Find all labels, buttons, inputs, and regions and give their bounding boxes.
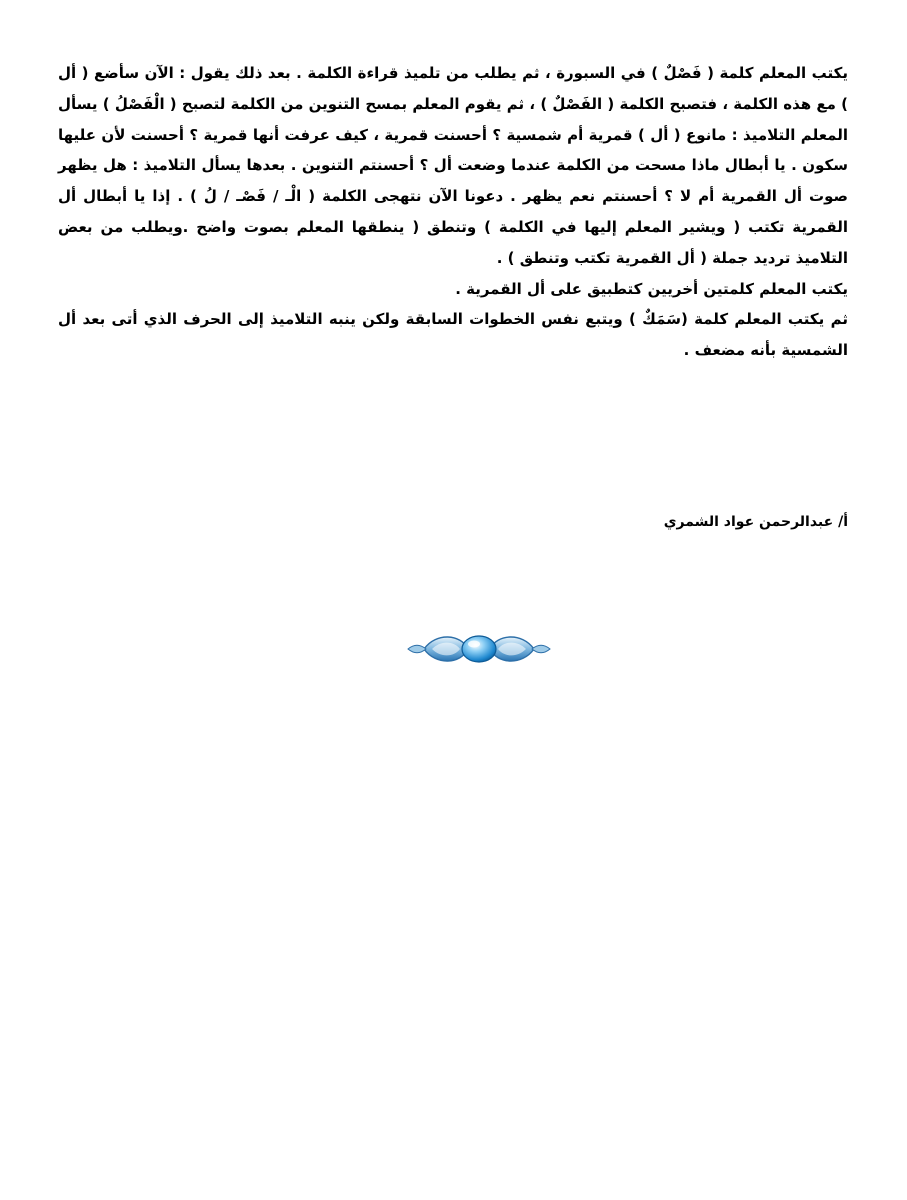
paragraph-shamsiya: ثم يكتب المعلم كلمة (سَمَكٌ ) ويتبع نفس الخطوات السابقة ولكن ينبه التلاميذ إلى الحرف الذي أتى بعد أل الشمسية بأنه مضعف . xyxy=(58,310,848,360)
paragraph-main: يكتب المعلم كلمة ( فَصْلٌ ) في السبورة ، ثم يطلب من تلميذ قراءة الكلمة . بعد ذلك يقول : الآن سأضع ( أل ) مع هذه الكلمة ، فتصبح الكلمة ( الفَصْلٌ ) ، ثم يقوم المعلم بمسح التنوين من الكلمة لتصبح ( الْفَصْلُ ) يسأل المعلم التلاميذ : مانوع ( أل ) قمرية أم شمسية ؟ أحسنت قمرية ، كيف عرفت أنها قمرية ؟ أحسنت لأن عليها سكون . يا أبطال ماذا مسحت من الكلمة عندما وضعت أل ؟ أحسنتم التنوين . بعدها يسأل التلاميذ : هل يظهر صوت أل القمرية أم لا ؟ أحسنتم نعم يظهر . دعونا الآن نتهجى الكلمة ( الْـ / فَصْـ / لُ ) . إذا يا أبطال أل القمرية تكتب ( ويشير المعلم إليها في الكلمة ) وتنطق ( ينطقها المعلم بصوت واضح .ويطلب من بعض التلاميذ ترديد جملة ( أل القمرية تكتب وتنطق ) . xyxy=(58,64,848,267)
decorative-divider-ornament xyxy=(246,624,712,674)
author-signature: أ/ عبدالرحمن عواد الشمري xyxy=(663,514,848,530)
paragraph-application: يكتب المعلم كلمتين أخريين كتطبيق على أل القمرية . xyxy=(455,279,848,298)
document-body xyxy=(58,58,848,366)
